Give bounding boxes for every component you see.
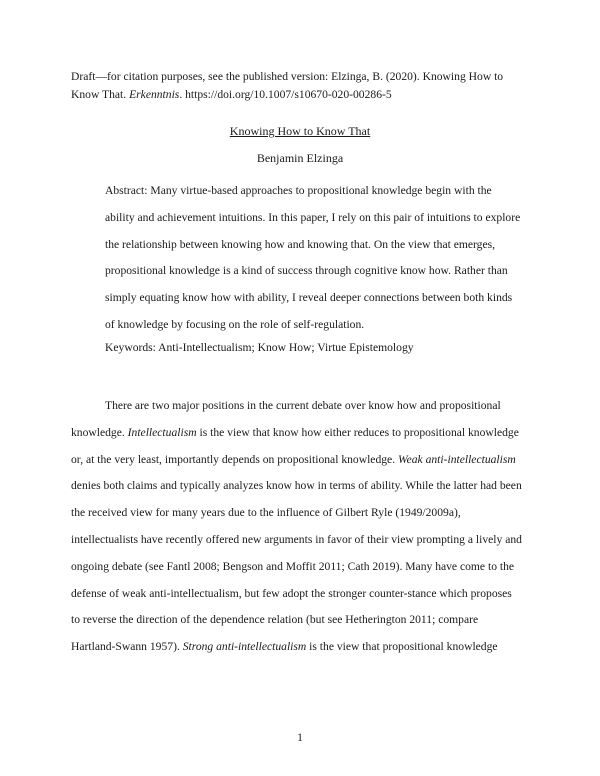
keywords: Keywords: Anti-Intellectualism; Know How; Virtue Epistemology	[105, 341, 414, 354]
body-line: intellectualists have recently offered new arguments in favor of their view prompting a lively and	[71, 532, 522, 546]
term-weak-anti-intellectualism: Weak anti-intellectualism	[398, 452, 516, 466]
abstract-line: propositional knowledge is a kind of success through cognitive know how. Rather than	[105, 264, 508, 278]
draft-notice-line-1: Draft—for citation purposes, see the published version: Elzinga, B. (2020). Knowing How to	[71, 70, 504, 83]
abstract-line: of knowledge by focusing on the role of self-regulation.	[105, 317, 365, 331]
term-strong-anti-intellectualism: Strong anti-intellectualism	[182, 640, 307, 654]
abstract-line: simply equating know how with ability, I reveal deeper connections between both kinds	[105, 291, 513, 305]
body-line: the received view for many years due to the influence of Gilbert Ryle (1949/2009a),	[71, 506, 461, 520]
paper-title: Knowing How to Know That	[229, 124, 371, 138]
body-text-span: is the view that know how either reduces to propositional knowledge	[196, 425, 519, 439]
term-intellectualism: Intellectualism	[127, 425, 197, 439]
body-line	[71, 447, 536, 474]
journal-name: Erkenntnis	[129, 88, 180, 101]
body-text-span: or, at the very least, importantly depends on propositional knowledge.	[71, 452, 398, 466]
page-number: 1	[297, 731, 303, 744]
body-line: ongoing debate (see Fantl 2008; Bengson and Moffit 2011; Cath 2019). Many have come to the	[71, 559, 515, 573]
body-text-span: Hartland-Swann 1957).	[71, 640, 183, 654]
draft-notice	[71, 68, 531, 104]
body-text-span: is the view that propositional knowledge	[306, 640, 498, 654]
author-name: Benjamin Elzinga	[256, 151, 344, 165]
abstract-line: the relationship between knowing how and knowing that. On the view that emerges,	[105, 237, 496, 251]
draft-notice-text: Know That.	[71, 88, 130, 101]
body-line: denies both claims and typically analyzes know how in terms of ability. While the latter had been	[71, 479, 522, 493]
abstract-line: ability and achievement intuitions. In this paper, I rely on this pair of intuitions to explore	[105, 210, 521, 224]
body-line	[71, 420, 536, 447]
draft-notice-line-2	[71, 86, 531, 104]
body-line: defense of weak anti-intellectualism, but few adopt the stronger counter-stance which proposes	[71, 586, 512, 600]
body-text-span: knowledge.	[71, 425, 128, 439]
abstract	[105, 178, 535, 339]
body-paragraph	[71, 393, 536, 661]
abstract-line: Abstract: Many virtue-based approaches to propositional knowledge begin with the	[105, 184, 492, 197]
body-line	[71, 634, 536, 661]
doi-link[interactable]: . https://doi.org/10.1007/s10670-020-00286-5	[179, 88, 392, 101]
body-line: to reverse the direction of the dependence relation (but see Hetherington 2011; compare	[71, 613, 479, 627]
body-line: There are two major positions in the current debate over know how and propositional	[105, 399, 501, 412]
